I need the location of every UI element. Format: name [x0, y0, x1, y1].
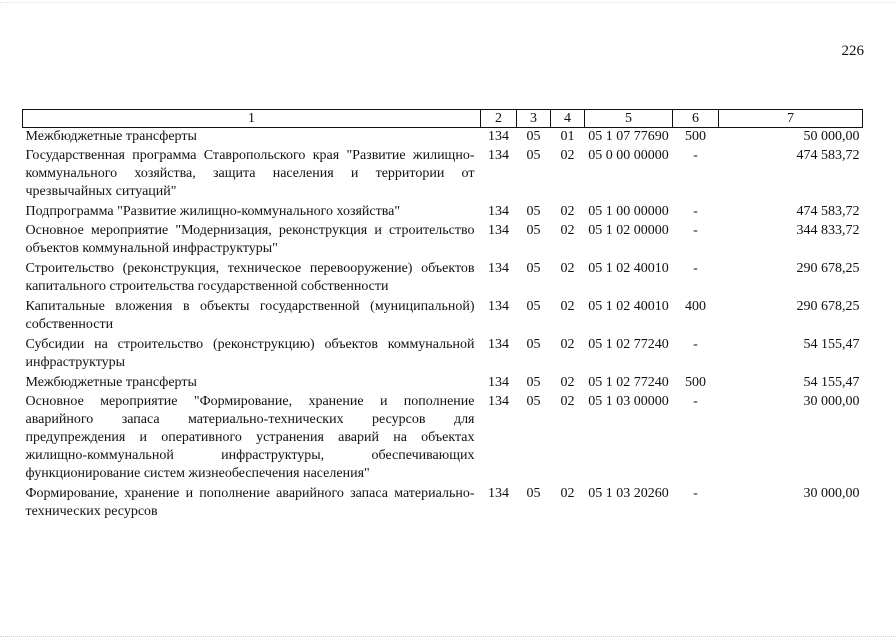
row-section-code: 05 [526, 223, 541, 238]
row-name: Основное мероприятие "Формирование, хранение и пополнение аварийного запаса материально-технических ресурсов для предупреждения и оперативного устранения аварий на объектах жилищно-коммунальной инфраструктуры, обеспечивающих функционирование систем жизнеобеспечения населения" [25, 394, 475, 481]
table-header [23, 110, 863, 128]
row-section-code: 05 [526, 148, 541, 163]
row-subsection-code: 01 [560, 129, 575, 144]
row-name: Капитальные вложения в объекты государственной (муниципальной) собственности [25, 299, 475, 332]
row-subsection-code: 02 [560, 299, 575, 314]
row-expense-type: 500 [685, 129, 706, 144]
row-amount: 344 833,72 [796, 223, 860, 238]
header-cell-4: 4 [551, 110, 585, 128]
row-ministry-code: 134 [488, 261, 509, 276]
row-target-article: 05 1 02 40010 [588, 299, 669, 314]
table-row [23, 485, 863, 522]
table-row [23, 203, 863, 222]
header-cell-5: 5 [585, 110, 673, 128]
scan-top-edge [0, 2, 896, 4]
row-subsection-code: 02 [560, 337, 575, 352]
row-name: Подпрограмма "Развитие жилищно-коммунального хозяйства" [25, 204, 401, 219]
row-expense-type: - [693, 261, 698, 276]
header-row [23, 110, 863, 128]
table-row [23, 336, 863, 374]
row-amount: 290 678,25 [796, 299, 860, 314]
row-name: Межбюджетные трансферты [25, 129, 197, 144]
header-cell-2: 2 [481, 110, 517, 128]
row-target-article: 05 1 02 00000 [588, 223, 669, 238]
row-amount: 474 583,72 [796, 204, 860, 219]
row-section-code: 05 [526, 204, 541, 219]
row-ministry-code: 134 [488, 337, 509, 352]
row-subsection-code: 02 [560, 261, 575, 276]
row-section-code: 05 [526, 129, 541, 144]
row-target-article: 05 1 02 77240 [588, 375, 669, 390]
row-name: Формирование, хранение и пополнение аварийного запаса материально-технических ресурсов [25, 486, 475, 519]
table-row [23, 260, 863, 298]
header-cell-1: 1 [23, 110, 481, 128]
row-ministry-code: 134 [488, 129, 509, 144]
row-ministry-code: 134 [488, 148, 509, 163]
row-expense-type: - [693, 337, 698, 352]
row-target-article: 05 0 00 00000 [588, 148, 669, 163]
row-name: Межбюджетные трансферты [25, 375, 197, 390]
row-target-article: 05 1 02 40010 [588, 261, 669, 276]
row-amount: 474 583,72 [796, 148, 860, 163]
row-expense-type: - [693, 148, 698, 163]
row-amount: 54 155,47 [803, 337, 860, 352]
row-ministry-code: 134 [488, 223, 509, 238]
row-section-code: 05 [526, 299, 541, 314]
row-expense-type: 400 [685, 299, 706, 314]
row-amount: 290 678,25 [796, 261, 860, 276]
row-amount: 54 155,47 [803, 375, 860, 390]
header-cell-3: 3 [517, 110, 551, 128]
row-amount: 30 000,00 [803, 394, 860, 409]
header-cell-7: 7 [719, 110, 863, 128]
row-section-code: 05 [526, 394, 541, 409]
row-ministry-code: 134 [488, 299, 509, 314]
row-name: Основное мероприятие "Модернизация, реконструкция и строительство объектов коммунальной инфраструктуры" [25, 223, 475, 256]
row-amount: 50 000,00 [803, 129, 860, 144]
row-amount: 30 000,00 [803, 486, 860, 501]
table-row [23, 128, 863, 148]
row-name: Строительство (реконструкция, техническое перевооружение) объектов капитального строительства государственной собственности [25, 261, 475, 294]
table-row [23, 374, 863, 393]
row-section-code: 05 [526, 261, 541, 276]
row-section-code: 05 [526, 486, 541, 501]
row-ministry-code: 134 [488, 486, 509, 501]
row-target-article: 05 1 03 00000 [588, 394, 669, 409]
row-subsection-code: 02 [560, 148, 575, 163]
table-body [23, 128, 863, 523]
row-expense-type: - [693, 394, 698, 409]
budget-table [22, 109, 863, 522]
page-number: 226 [841, 43, 864, 59]
scan-bottom-edge [0, 636, 896, 638]
row-section-code: 05 [526, 337, 541, 352]
row-subsection-code: 02 [560, 486, 575, 501]
row-expense-type: - [693, 204, 698, 219]
table-row [23, 393, 863, 485]
row-target-article: 05 1 03 20260 [588, 486, 669, 501]
row-name: Государственная программа Ставропольского края "Развитие жилищно-коммунального хозяйства, защита населения и территории от чрезвычайных ситуаций" [25, 148, 475, 199]
row-expense-type: 500 [685, 375, 706, 390]
header-cell-6: 6 [673, 110, 719, 128]
table-row [23, 147, 863, 203]
table-row [23, 222, 863, 260]
row-ministry-code: 134 [488, 375, 509, 390]
table-row [23, 298, 863, 336]
row-subsection-code: 02 [560, 394, 575, 409]
row-name: Субсидии на строительство (реконструкцию) объектов коммунальной инфраструктуры [25, 337, 475, 370]
row-ministry-code: 134 [488, 204, 509, 219]
row-target-article: 05 1 02 77240 [588, 337, 669, 352]
row-subsection-code: 02 [560, 204, 575, 219]
row-expense-type: - [693, 223, 698, 238]
row-target-article: 05 1 07 77690 [588, 129, 669, 144]
row-subsection-code: 02 [560, 375, 575, 390]
row-ministry-code: 134 [488, 394, 509, 409]
row-target-article: 05 1 00 00000 [588, 204, 669, 219]
row-subsection-code: 02 [560, 223, 575, 238]
row-expense-type: - [693, 486, 698, 501]
row-section-code: 05 [526, 375, 541, 390]
